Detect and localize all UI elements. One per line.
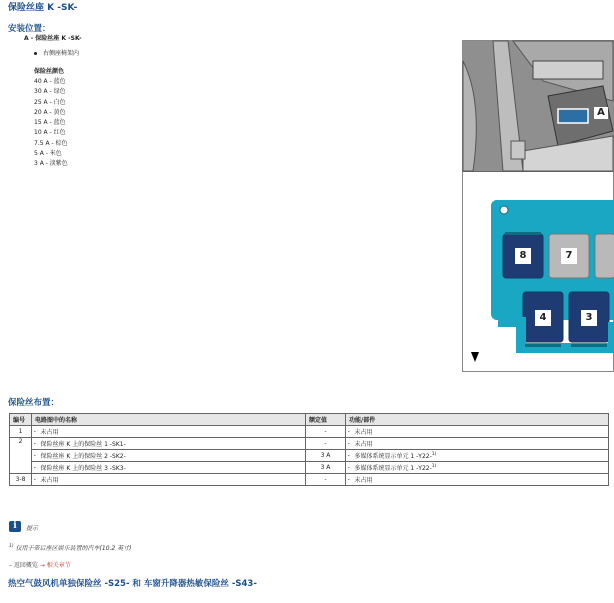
fuse-color-item: 25 A - 白色 [34, 98, 66, 106]
cell-dash: - [32, 426, 38, 438]
fuse-colors-heading: 保险丝颜色 [34, 68, 65, 75]
cell-rating: 3 A [306, 450, 346, 462]
cell-func-text: 多媒体系统显示单元 1 -Y22- [354, 465, 432, 472]
layout-heading: 保险丝布置： [8, 398, 60, 408]
cell-dash: - [346, 426, 352, 438]
fuse-color-item: 10 A - 红色 [34, 129, 66, 137]
cell-func [352, 462, 609, 474]
fuse-color-item: 5 A - 米色 [34, 150, 62, 158]
fuse-color-item: 15 A - 蓝色 [34, 119, 66, 127]
footnote-ref: 1) [431, 464, 437, 469]
footnote-marker: 1) [9, 544, 14, 549]
cell-func [352, 450, 609, 462]
table-row [10, 450, 609, 462]
fuse-holder-diagram [463, 172, 613, 371]
fuse-color-item: 3 A - 淡紫色 [34, 160, 68, 168]
cell-rating: - [306, 438, 346, 450]
arrow-down-icon [471, 352, 479, 362]
cell-dash: - [346, 462, 352, 474]
cell-func-text: 多媒体系统显示单元 1 -Y22- [354, 453, 432, 460]
table-row [10, 462, 609, 474]
cell-rating: 3 A [306, 462, 346, 474]
bullet-icon [34, 52, 37, 55]
cell-func-text: 未占用 [354, 477, 373, 484]
fuse-holder-figure [462, 40, 614, 372]
cell-func-text: 未占用 [354, 441, 373, 448]
cell-dash: - [346, 474, 352, 486]
cell-num: 3-8 [10, 474, 32, 486]
install-bullet [34, 48, 79, 57]
cell-num: 2 [10, 438, 32, 474]
cell-dash: - [32, 450, 38, 462]
cell-name: 未占用 [38, 426, 306, 438]
col-header-rating: 额定值 [306, 414, 346, 426]
fuse-holder-svg [463, 172, 613, 371]
cell-num: 1 [10, 426, 32, 438]
install-location-photo [463, 41, 613, 172]
next-section-heading: 热空气鼓风机单独保险丝 -S25- 和 车窗升降器热敏保险丝 -S43- [8, 579, 257, 589]
hint-label: 提示 [26, 525, 39, 532]
table-row [10, 474, 609, 486]
cell-dash: - [346, 450, 352, 462]
footnote [9, 543, 132, 552]
cell-func [352, 474, 609, 486]
col-header-num: 编号 [10, 414, 32, 426]
fuse-color-item: 40 A - 蓝色 [34, 78, 66, 85]
install-item: A - 保险丝座 K -SK- [24, 35, 82, 42]
cell-name: 保险丝座 K 上的保险丝 1 -SK1- [38, 438, 306, 450]
cell-name: 未占用 [38, 474, 306, 486]
cell-func-text: 未占用 [354, 429, 373, 436]
fuse-label-4: 4 [535, 310, 551, 326]
table-row [10, 426, 609, 438]
fuse-color-item: 30 A - 绿色 [34, 88, 66, 96]
footnote-ref: 1) [431, 452, 437, 457]
cell-dash: - [32, 438, 38, 450]
cell-rating: - [306, 474, 346, 486]
fuse-label-8: 8 [515, 248, 531, 264]
footnote-text: 仅用于带后座区娱乐装置的汽车(10.2 英寸) [15, 545, 132, 552]
cell-func [352, 438, 609, 450]
install-heading: 安装位置： [8, 24, 51, 34]
related-chapter-link[interactable]: 相关章节 [46, 562, 71, 569]
cell-dash: - [32, 462, 38, 474]
fuse-color-item: 20 A - 黄色 [34, 108, 66, 116]
col-header-name: 电路图中的名称 [32, 414, 306, 426]
fuse-label-3: 3 [581, 310, 597, 326]
label-a: A [594, 107, 608, 119]
page-title: 保险丝座 K -SK- [8, 3, 78, 13]
table-header-row [10, 414, 609, 426]
photo-illustration [463, 41, 613, 171]
fuse-layout-table [9, 413, 609, 486]
cell-name: 保险丝座 K 上的保险丝 2 -SK2- [38, 450, 306, 462]
cell-func [352, 426, 609, 438]
back-prefix: – 返回概览 [9, 562, 38, 569]
back-nav [9, 560, 71, 569]
cell-dash: - [346, 438, 352, 450]
back-arrow: → [39, 562, 45, 569]
fuse-color-list [34, 77, 68, 170]
fuse-label-7: 7 [561, 248, 577, 264]
cell-name: 保险丝座 K 上的保险丝 3 -SK3- [38, 462, 306, 474]
install-bullet-text: 右侧座椅架内 [43, 50, 80, 57]
fuse-color-item: 7.5 A - 棕色 [34, 139, 68, 147]
col-header-func: 功能/部件 [346, 414, 609, 426]
cell-rating: - [306, 426, 346, 438]
table-row [10, 438, 609, 450]
cell-dash: - [32, 474, 38, 486]
info-icon[interactable]: i [9, 521, 21, 532]
